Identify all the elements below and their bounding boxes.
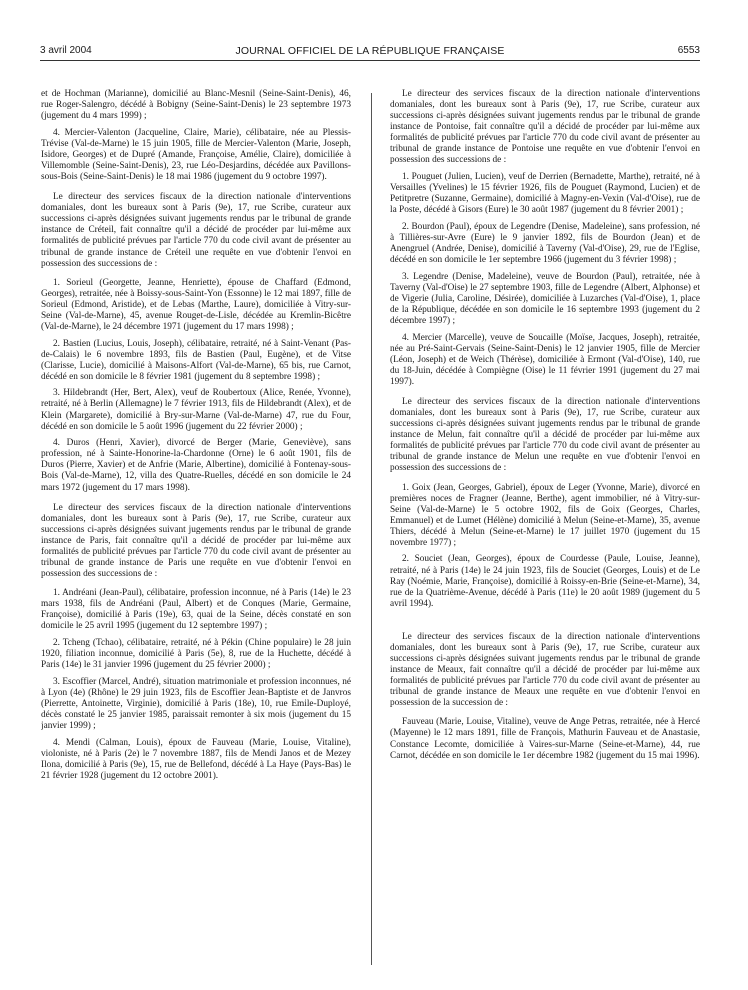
left-column (41, 89, 351, 969)
notice-paragraph: 4. Duros (Henri, Xavier), divorcé de Berger (Marie, Geneviève), sans profession, né à Sainte-Honorine-la-Chardonne (Orne) le 6 août 1901, fils de Duros (Pierre, Xavier) et de Anfrie (Marie, Albertine), domicilié à Fontenay-sous-Bois (Val-de-Marne), 12, villa des Quatre-Ruelles, décédé en son domicile le 24 mars 1972 (jugement du 17 mars 1998). (41, 438, 351, 493)
notice-paragraph: 4. Mercier-Valenton (Jacqueline, Claire, Marie), célibataire, née au Plessis-Trévise (Val-de-Marne) le 15 juin 1905, fille de Mercier-Valenton (Marie, Joseph, Isidore, Georges) et de Dupré (Amande, Françoise, Amélie, Claire), domiciliée à Villemomble (Seine-Saint-Denis), 23, rue Léo-Desjardins, décédée aux Pavillons-sous-Bois (Seine-Saint-Denis) le 18 mai 1986 (jugement du 9 octobre 1997). (41, 127, 351, 183)
notice-paragraph: 2. Bourdon (Paul), époux de Legendre (Denise, Madeleine), sans profession, né à Tillières-sur-Avre (Eure) le 9 janvier 1892, fils de Bourdon (Jean) et de Anengruel (Andrée, Denise), domicilié à Taverny (Val-d'Oise), 29, rue de l'Eglise, décédé en son domicile le 1er septembre 1966 (jugement du 3 février 1998) ; (390, 221, 700, 266)
notice-paragraph: 3. Escoffier (Marcel, André), situation matrimoniale et profession inconnues, né à Lyon (4e) (Rhône) le 29 juin 1923, fils de Escoffier Jean-Baptiste et de Janvros (Pierrette, Antoinette, Virginie), domicilié à Paris (18e), 10, rue Emile-Duployé, décès constaté le 25 janvier 1985, paraissait remonter à six mois (jugement du 15 janvier 1999) ; (41, 676, 351, 731)
notice-paragraph: 1. Andréani (Jean-Paul), célibataire, profession inconnue, né à Paris (14e) le 23 mars 1938, fils de Andréani (Paul, Albert) et de Conques (Marie, Germaine, Françoise), domicilié à Paris (19e), 63, quai de la Seine, décès constaté en son domicile le 25 avril 1995 (jugement du 12 septembre 1997) ; (41, 588, 351, 632)
page-header (40, 34, 700, 56)
notice-paragraph: Fauveau (Marie, Louise, Vitaline), veuve de Ange Petras, retraitée, née à Hercé (Mayenne) le 12 mars 1891, fille de François, Mathurin Fauveau et de Anastasie, Constance Lecomte, domiciliée à Vaires-sur-Marne (Seine-et-Marne), 44, rue Carnot, décédée en son domicile le 1er décembre 1982 (jugement du 15 mai 1996). (390, 717, 700, 761)
notice-intro-paragraph: Le directeur des services fiscaux de la direction nationale d'interventions domaniales, dont les bureaux sont à Paris (9e), 17, rue Scribe, curateur aux successions ci-après désignées suivant jugements rendus par le tribunal de grande instance de Créteil, fait connaître qu'il a décidé de procéder par lui-même aux formalités de publicité prévues par l'article 770 du code civil avant de présenter au tribunal de grande instance de Créteil une requête en vue d'obtenir l'envoi en possession des successions de : (41, 192, 351, 269)
notice-intro-paragraph: Le directeur des services fiscaux de la direction nationale d'interventions domaniales, dont les bureaux sont à Paris (9e), 17, rue Scribe, curateur aux successions ci-après désignées suivant jugements rendus par le tribunal de grande instance de Pontoise, fait connaître qu'il a décidé de procéder par lui-même aux formalités de publicité prévues par l'article 770 du code civil avant de présenter au tribunal de grande instance de Pontoise une requête en vue d'obtenir l'envoi en possession des successions de : (390, 89, 700, 166)
notice-paragraph: 1. Pouguet (Julien, Lucien), veuf de Derrien (Bernadette, Marthe), retraité, né à Versailles (Yvelines) le 15 février 1926, fils de Pouguet (Raymond, Lucien) et de Petitpretre (Suzanne, Germaine), domicilié à Magny-en-Vexin (Val-d'Oise), rue de la Poste, décédé à Gisors (Eure) le 30 août 1987 (jugement du 8 février 2001) ; (390, 172, 700, 216)
header-date: 3 avril 2004 (40, 45, 92, 56)
column-divider (371, 93, 372, 965)
notice-intro-paragraph: Le directeur des services fiscaux de la direction nationale d'interventions domaniales, dont les bureaux sont à Paris (9e), 17, rue Scribe, curateur aux successions ci-après désignées suivant jugements rendus par le tribunal de grande instance de Melun, fait connaître qu'il a décidé de procéder par lui-même aux formalités de publicité prévues par l'article 770 du code civil avant de présenter au tribunal de grande instance de Melun une requête en vue d'obtenir l'envoi en possession des successions de : (390, 396, 700, 474)
notice-paragraph: 4. Mendi (Calman, Louis), époux de Fauveau (Marie, Louise, Vitaline), violoniste, né à Paris (2e) le 7 novembre 1887, fils de Mendi Janos et de Mezey Ilona, domicilié à Paris (9e), 15, rue de Bellefond, décédé à La Haye (Pays-Bas) le 21 février 1928 (jugement du 12 octobre 2001). (41, 737, 351, 781)
notice-paragraph: 1. Goix (Jean, Georges, Gabriel), époux de Leger (Yvonne, Marie), divorcé en premières noces de Fragner (Jeanne, Berthe), agent immobilier, né à Vitry-sur-Seine (Val-de-Marne) le 5 octobre 1902, fils de Goix (Georges, Charles, Emmanuel) et de Lumet (Hélène) domicilié à Melun (Seine-et-Marne), 35, avenue Thiers, décédé à Melun (Seine-et-Marne) le 17 juillet 1970 (jugement du 15 novembre 1977) ; (390, 482, 700, 548)
header-rule (40, 60, 700, 61)
right-column (390, 89, 700, 969)
notice-intro-paragraph: Le directeur des services fiscaux de la direction nationale d'interventions domaniales, dont les bureaux sont à Paris (9e), 17, rue Scribe, curateur aux successions ci-après désignées suivant jugements rendus par le tribunal de grande instance de Paris, fait connaître qu'il a décidé de procéder par lui-même aux formalités de publicité prévues par l'article 770 du code civil avant de présenter au tribunal de grande instance de Paris une requête en vue d'obtenir l'envoi en possession des successions de : (41, 502, 351, 580)
notice-paragraph: 4. Mercier (Marcelle), veuve de Soucaille (Moïse, Jacques, Joseph), retraitée, née au Pré-Saint-Gervais (Seine-Saint-Denis) le 12 janvier 1905, fille de Mercier (Léon, Joseph) et de Weich (Thérèse), domiciliée à Ermont (Val-d'Oise), 140, rue du 18-Juin, décédée à Compiègne (Oise) le 11 février 1991 (jugement du 27 mai 1997). (390, 332, 700, 387)
page-number: 6553 (677, 45, 700, 56)
notice-paragraph: 1. Sorieul (Georgette, Jeanne, Henriette), épouse de Chaffard (Edmond, Georges), retraitée, née à Boissy-sous-Saint-Yon (Essonne) le 12 mai 1897, fille de Sorieul (Edmond, Aristide), et de Lebas (Marthe, Laure), domiciliée à Vitry-sur-Seine (Val-de-Marne), 45, avenue Rouget-de-Lisle, décédée au Kremlin-Bicêtre (Val-de-Marne), le 24 décembre 1971 (jugement du 17 mars 1998) ; (41, 277, 351, 332)
notice-paragraph: 3. Hildebrandt (Her, Bert, Alex), veuf de Roubertoux (Alice, Renée, Yvonne), retraité, né à Berlin (Allemagne) le 7 février 1913, fils de Hildebrandt (Alex), et de Klein (Margarete), domicilié à Bry-sur-Marne (Val-de-Marne) 47, rue du Four, décédé en son domicile le 5 août 1996 (jugement du 22 février 2000) ; (41, 388, 351, 432)
journal-title: JOURNAL OFFICIEL DE LA RÉPUBLIQUE FRANÇAISE (235, 45, 505, 57)
notice-paragraph: et de Hochman (Marianne), domicilié au Blanc-Mesnil (Seine-Saint-Denis), 46, rue Roger-Salengro, décédé à Bobigny (Seine-Saint-Denis) le 23 septembre 1973 (jugement du 4 mars 1999) ; (41, 89, 351, 122)
notice-paragraph: 2. Souciet (Jean, Georges), époux de Courdesse (Paule, Louise, Jeanne), retraité, né à Paris (14e) le 24 juin 1923, fils de Souciet (Georges, Louis) et de Le Ray (Noémie, Marie, Françoise), domicilié à Roissy-en-Brie (Seine-et-Marne), 34, rue de la Quatrième-Avenue, décédé à Paris (11e) le 20 août 1989 (jugement du 5 avril 1994). (390, 554, 700, 609)
notice-paragraph: 2. Bastien (Lucius, Louis, Joseph), célibataire, retraité, né à Saint-Venant (Pas-de-Calais) le 6 novembre 1893, fils de Bastien (Paul, Eugène), et de Vitse (Clarisse, Lucie), domicilié à Maisons-Alfort (Val-de-Marne), 65 bis, rue Carnot, décédé en son domicile le 8 février 1981 (jugement du 8 septembre 1998) ; (41, 338, 351, 382)
notice-paragraph: 2. Tcheng (Tchao), célibataire, retraité, né à Pékin (Chine populaire) le 28 juin 1920, filiation inconnue, domicilié à Paris (5e), 8, rue de la Huchette, décédé à Paris (14e) le 31 janvier 1996 (jugement du 25 février 2000) ; (41, 637, 351, 671)
notice-intro-paragraph: Le directeur des services fiscaux de la direction nationale d'interventions domaniales, dont les bureaux sont à Paris (9e), 17, rue Scribe, curateur aux successions ci-après désignées suivant jugements rendus par le tribunal de grande instance de Meaux, fait connaître qu'il a décidé de procéder par lui-même aux formalités de publicité prévues par l'article 770 du code civil avant de présenter au tribunal de grande instance de Meaux une requête en vue d'obtenir l'envoi en possession de la succession de : (390, 631, 700, 709)
notice-paragraph: 3. Legendre (Denise, Madeleine), veuve de Bourdon (Paul), retraitée, née à Taverny (Val-d'Oise) le 27 septembre 1903, fille de Legendre (Albert, Alphonse) et de Vigerie (Julia, Caroline, Désirée), domiciliée à Luzarches (Val-d'Oise), 1, place de la République, décédée en son domicile le 16 septembre 1993 (jugement du 2 décembre 1997) ; (390, 271, 700, 326)
